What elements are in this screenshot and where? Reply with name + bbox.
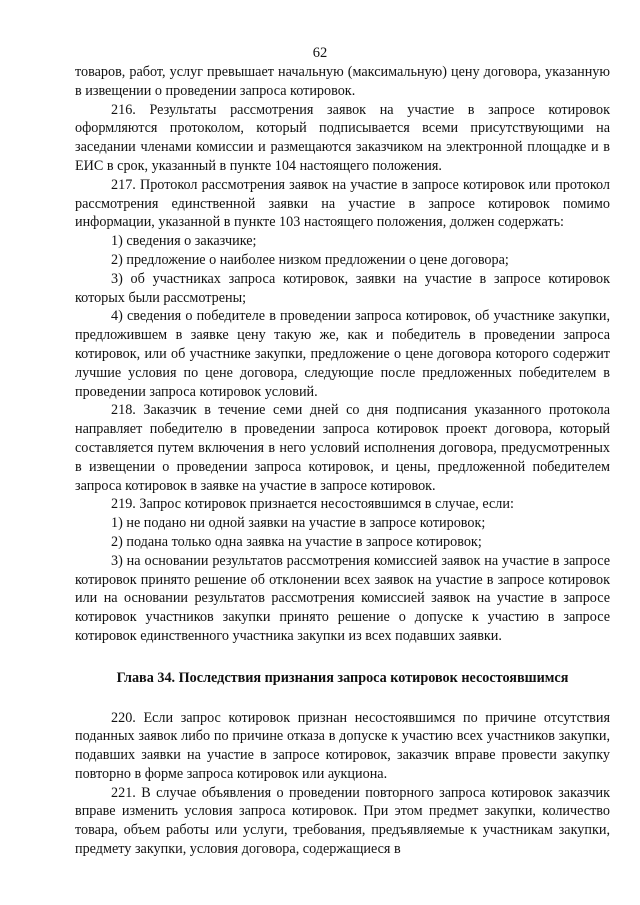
paragraph-continuation: товаров, работ, услуг превышает начальную (максимальную) цену договора, указанную в извещении о проведении запроса котировок. — [75, 64, 610, 99]
paragraph-217-item-4: 4) сведения о победителе в проведении запроса котировок, об участнике закупки, предложившем в заявке цену такую же, как и победитель в проведении запроса котировок, или об участнике закупки, предложение о цене договора которого содержит лучшие условия по цене договора, следующие после предложенных победителем в проведении запроса котировок условий. — [75, 308, 610, 400]
paragraph-217-item-2: 2) предложение о наиболее низком предложении о цене договора; — [111, 251, 509, 268]
paragraph-220: 220. Если запрос котировок признан несостоявшимся по причине отсутствия поданных заявок либо по причине отказа в допуске к участию всех участников закупки, подавших заявки на участие в запросе котировок, заказчик вправе провести закупку повторно в форме запроса котировок или аукциона. — [75, 709, 610, 782]
page-number: 62 — [312, 45, 328, 61]
paragraph-219-item-1: 1) не подано ни одной заявки на участие в запросе котировок; — [111, 515, 486, 532]
paragraph-217-item-1: 1) сведения о заказчике; — [111, 233, 257, 250]
paragraph-219-item-3: 3) на основании результатов рассмотрения комиссией заявок на участие в запросе котировок принято решение об отклонении всех заявок на участие в запросе котировок или на основании результатов рассмотрения комиссией заявок на участие в запросе котировок участников закупки принято решение о допуске к участию в запросе котировок единственного участника закупки из всех подавших заявки. — [75, 552, 610, 644]
paragraph-219-item-2: 2) подана только одна заявка на участие в запросе котировок; — [111, 533, 482, 550]
paragraph-219: 219. Запрос котировок признается несостоявшимся в случае, если: — [111, 496, 514, 513]
paragraph-218: 218. Заказчик в течение семи дней со дня подписания указанного протокола направляет победителю в проведении запроса котировок проект договора, который составляется путем включения в него условий исполнения договора, предусмотренных в извещении о проведении запроса котировок, и цены, предложенной победителем запроса котировок в заявке на участие в запросе котировок. — [75, 402, 610, 494]
paragraph-217: 217. Протокол рассмотрения заявок на участие в запросе котировок или протокол рассмотрения единственной заявки на участие в запросе котировок помимо информации, указанной в пункте 103 настоящего положения, должен содержать: — [75, 176, 610, 231]
paragraph-216: 216. Результаты рассмотрения заявок на участие в запросе котировок оформляются протоколом, который подписывается всеми присутствующими на заседании членами комиссии и размещаются заказчиком на электронной площадке и в ЕИС в срок, указанный в пункте 104 настоящего положения. — [75, 101, 610, 174]
paragraph-221: 221. В случае объявления о проведении повторного запроса котировок заказчик вправе изменить условия запроса котировок. При этом предмет закупки, количество товара, объем работы или услуги, требования, предъявляемые к участникам закупки, предмету закупки, условия договора, содержащиеся в — [75, 784, 610, 858]
chapter-title: Глава 34. Последствия признания запроса котировок несостоявшимся — [116, 669, 569, 686]
paragraph-217-item-3: 3) об участниках запроса котировок, заявки на участие в запросе котировок которых были рассмотрены; — [75, 270, 610, 306]
document-body — [75, 63, 610, 859]
